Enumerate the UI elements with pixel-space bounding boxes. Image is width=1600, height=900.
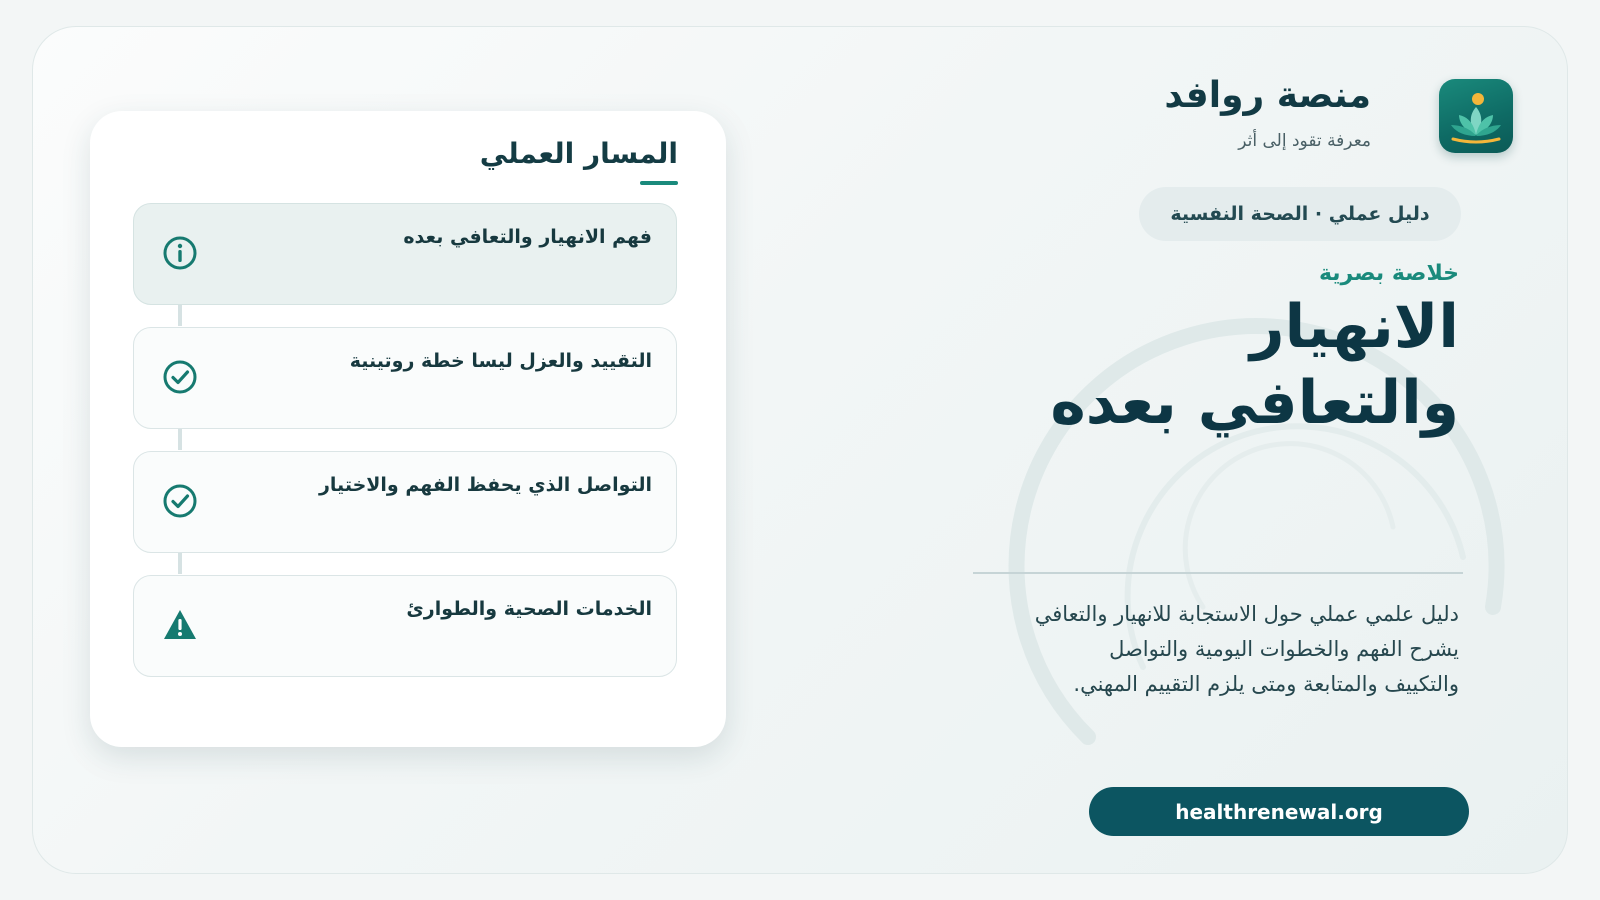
step-label: التواصل الذي يحفظ الفهم والاختيار [318,474,652,496]
card-title-underline [640,181,678,185]
step-connector [178,428,182,450]
step-item-understanding[interactable] [133,203,677,305]
practical-path-card [90,111,726,747]
hero-title [1050,289,1459,441]
check-circle-icon [162,359,198,395]
check-circle-icon [162,483,198,519]
lotus-sun-icon [1439,79,1513,153]
step-item-health-services[interactable] [133,575,677,677]
step-label: فهم الانهيار والتعافي بعده [403,226,652,248]
card-title: المسار العملي [479,137,678,170]
info-circle-icon [162,235,198,271]
brand-name: منصة روافد [1164,75,1371,116]
step-item-restraint[interactable] [133,327,677,429]
page-frame [32,26,1568,874]
step-label: التقييد والعزل ليسا خطة روتينية [349,350,652,372]
hero-description: دليل علمي عملي حول الاستجابة للانهيار والتعافي يشرح الفهم والخطوات اليومية والتواصل والتكييف والمتابعة ومتى يلزم التقييم المهني. [1034,602,1459,696]
warning-triangle-icon [162,607,198,643]
divider [973,572,1463,574]
step-item-communication[interactable] [133,451,677,553]
hero-kicker: خلاصة بصرية [1318,261,1459,286]
step-connector [178,552,182,574]
brand-tagline: معرفة تقود إلى أثر [1238,131,1371,151]
category-badge: دليل عملي · الصحة النفسية [1139,187,1461,241]
step-connector [178,304,182,326]
hero-title-line2: والتعافي بعده [1050,368,1459,438]
step-label: الخدمات الصحية والطوارئ [406,598,652,620]
website-link-button[interactable]: healthrenewal.org [1089,787,1469,836]
hero-title-line1: الانهيار [1250,292,1459,362]
